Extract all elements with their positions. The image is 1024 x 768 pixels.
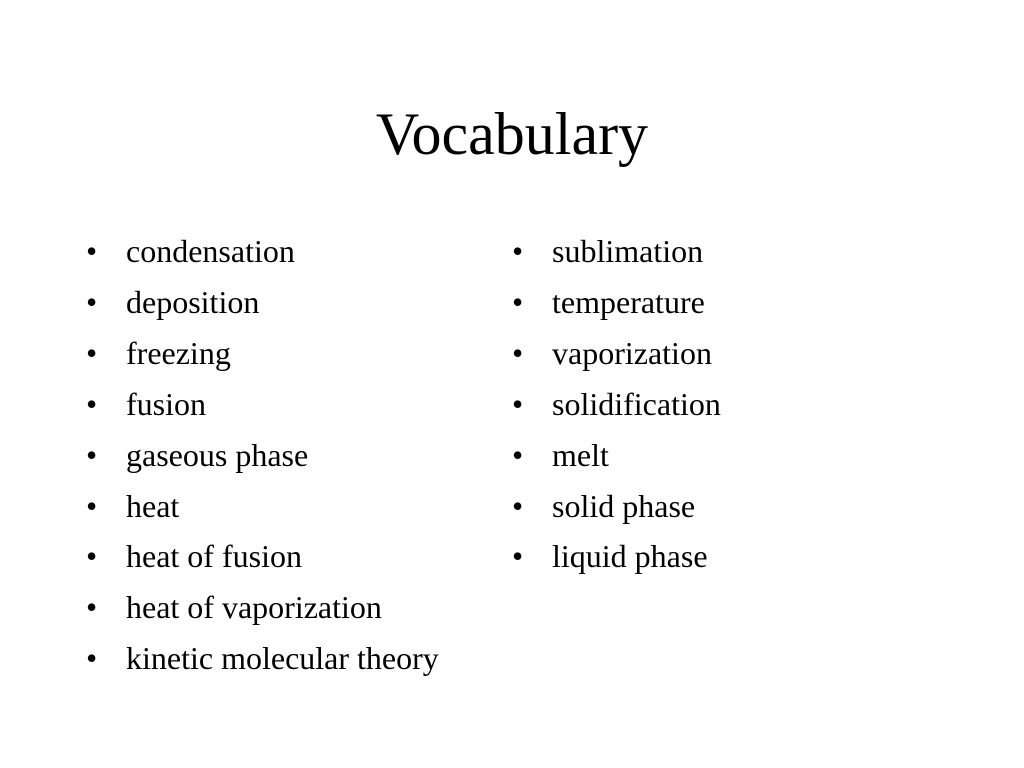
vocabulary-item	[86, 430, 439, 481]
vocabulary-term: solid phase	[552, 487, 696, 524]
vocabulary-item	[512, 226, 721, 277]
bullet-icon: •	[86, 538, 98, 575]
vocabulary-term: solidification	[552, 385, 721, 422]
bullet-icon: •	[86, 640, 98, 677]
bullet-icon: •	[86, 334, 98, 371]
vocabulary-item	[86, 277, 439, 328]
vocabulary-term: temperature	[552, 283, 705, 320]
bullet-icon: •	[512, 385, 524, 422]
vocabulary-list-left	[86, 226, 439, 684]
vocabulary-term: fusion	[126, 385, 206, 422]
bullet-icon: •	[86, 385, 98, 422]
bullet-icon: •	[512, 283, 524, 320]
vocabulary-term: condensation	[126, 233, 295, 269]
vocabulary-term: deposition	[126, 283, 260, 320]
bullet-icon: •	[512, 436, 524, 473]
vocabulary-term: liquid phase	[552, 538, 708, 575]
vocabulary-item	[86, 379, 439, 430]
vocabulary-item	[512, 481, 721, 532]
vocabulary-term: heat	[126, 487, 180, 524]
vocabulary-term: gaseous phase	[126, 436, 309, 473]
vocabulary-term: kinetic molecular theory	[126, 640, 439, 677]
bullet-icon: •	[86, 589, 98, 626]
vocabulary-term: freezing	[126, 334, 231, 371]
bullet-icon: •	[512, 334, 524, 371]
vocabulary-item	[512, 430, 721, 481]
bullet-icon: •	[86, 487, 98, 524]
bullet-icon: •	[512, 487, 524, 524]
vocabulary-term: melt	[552, 436, 609, 473]
vocabulary-item	[512, 379, 721, 430]
vocabulary-item	[512, 531, 721, 582]
bullet-icon: •	[86, 436, 98, 473]
bullet-icon: •	[86, 233, 98, 269]
vocabulary-item	[512, 328, 721, 379]
bullet-icon: •	[86, 283, 98, 320]
vocabulary-item	[86, 328, 439, 379]
bullet-icon: •	[512, 538, 524, 575]
vocabulary-term: vaporization	[552, 334, 712, 371]
slide-title: Vocabulary	[375, 101, 649, 167]
vocabulary-term: heat of fusion	[126, 538, 302, 575]
vocabulary-item	[86, 226, 439, 277]
vocabulary-list-right	[512, 226, 721, 582]
vocabulary-item	[86, 633, 439, 684]
vocabulary-term: heat of vaporization	[126, 589, 382, 626]
vocabulary-item	[86, 531, 439, 582]
vocabulary-item	[86, 582, 439, 633]
vocabulary-term: sublimation	[552, 233, 704, 269]
vocabulary-item	[512, 277, 721, 328]
bullet-icon: •	[512, 233, 524, 269]
vocabulary-item	[86, 481, 439, 532]
